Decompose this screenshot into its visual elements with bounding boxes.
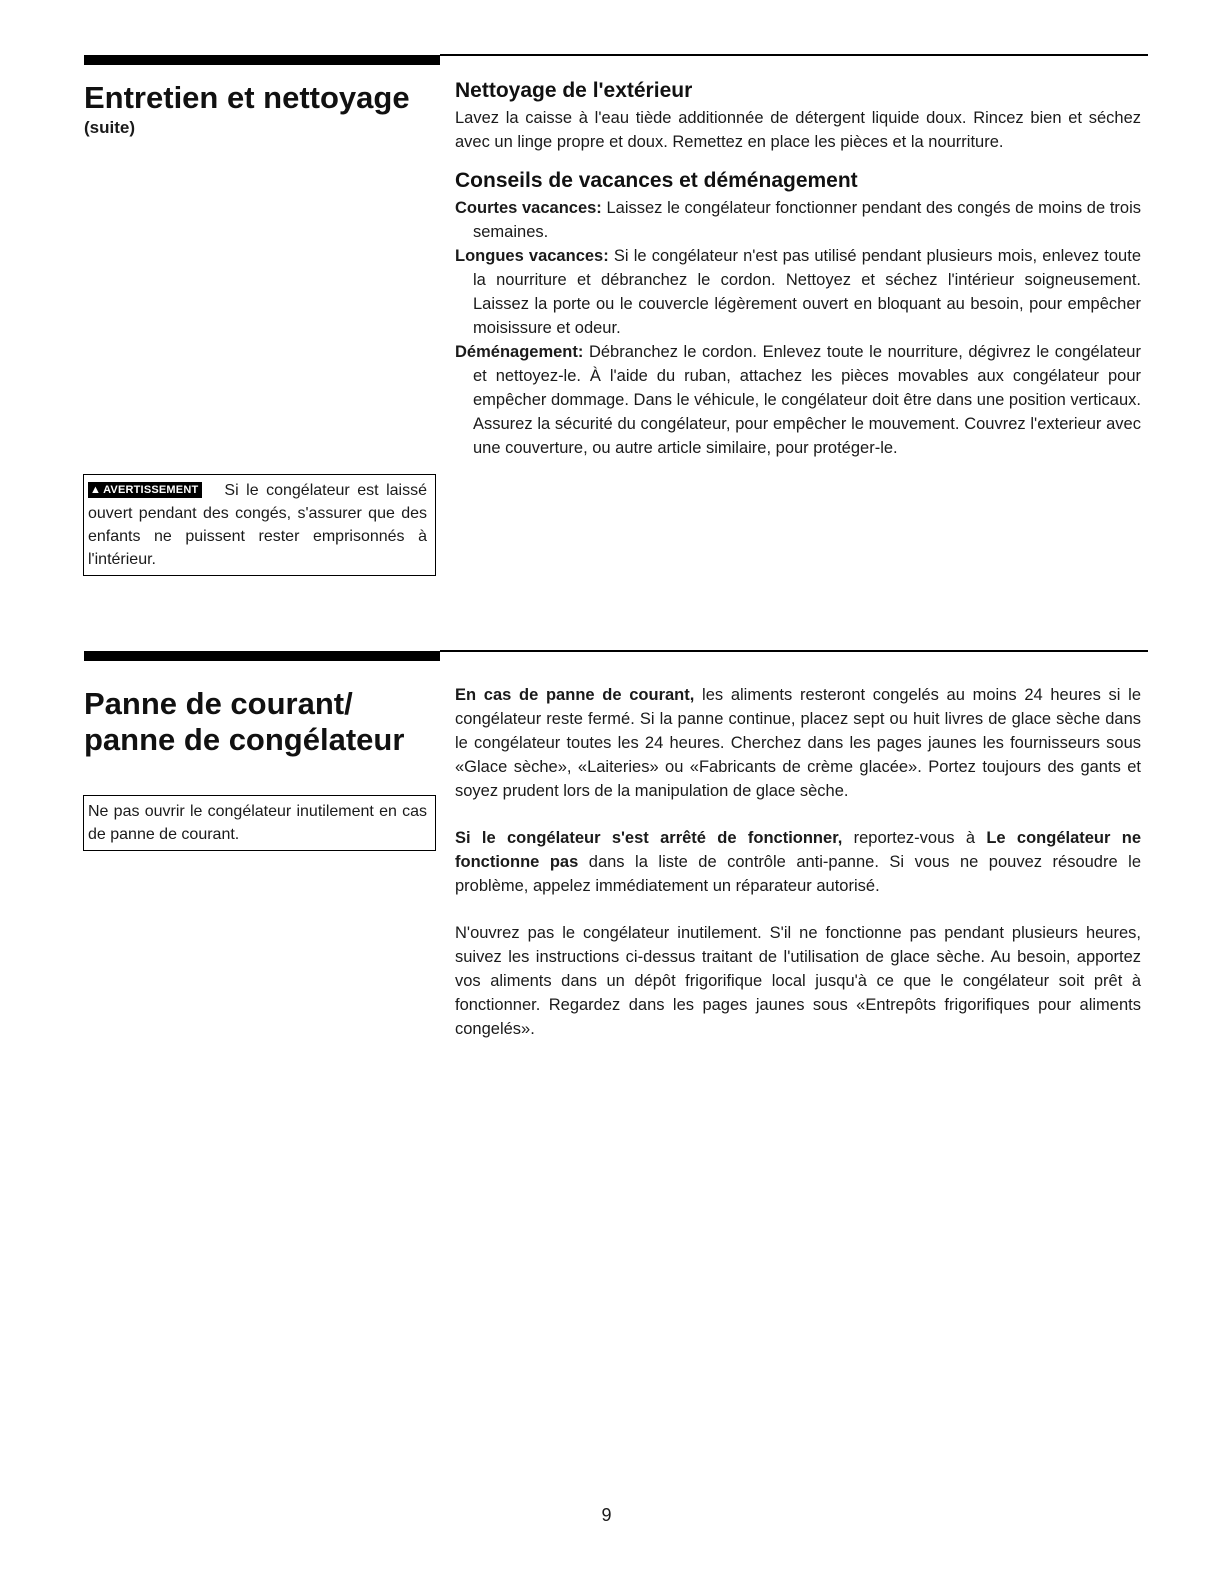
warning-badge: ▲ AVERTISSEMENT bbox=[88, 482, 202, 498]
heading-exterieur: Nettoyage de l'extérieur bbox=[455, 79, 693, 102]
warning-triangle-icon: ▲ bbox=[90, 484, 102, 496]
section-subtitle: (suite) bbox=[84, 118, 135, 137]
section-rule-thick-2 bbox=[84, 651, 440, 661]
section-rule-thin bbox=[440, 54, 1148, 56]
heading-vacances: Conseils de vacances et déménagement bbox=[455, 169, 858, 192]
item-demenagement: Déménagement: Débranchez le cordon. Enlevez toute le nourriture, dégivrez le congélateur et nettoyez-le. À l'aide du ruban, attachez les pièces movables aux congélateur pour empêcher dommage. Dans le véhicule, le congélateur doit être dans une position verticaux. Assurez la sécurité du congélateur, pour empêcher le mouvement. Couvrez l'exterieur avec une couverture, ou autre article similaire, pour protéger-le. bbox=[455, 343, 1141, 457]
page-number: 9 bbox=[601, 1505, 612, 1525]
section-rule-thick bbox=[84, 55, 440, 65]
section2-column bbox=[455, 683, 1141, 1041]
item-courtes-vacances: Courtes vacances: Laissez le congélateur fonctionner pendant des congés de moins de trois semaines. bbox=[455, 199, 1141, 241]
item-longues-vacances: Longues vacances: Si le congélateur n'est pas utilisé pendant plusieurs mois, enlevez toute la nourriture et débranchez le cordon. Nettoyez et séchez l'intérieur soigneusement. Laissez la porte ou le couvercle légèrement ouvert en bloquant au besoin, pour empêcher moisissure et odeur. bbox=[455, 247, 1141, 337]
section-title-entretien: Entretien et nettoyage bbox=[84, 80, 410, 115]
note-box: Ne pas ouvrir le congélateur inutilement en cas de panne de courant. bbox=[83, 795, 436, 851]
section-rule-thin-2 bbox=[440, 650, 1148, 652]
section-title-panne-1: Panne de courant/ bbox=[84, 686, 353, 721]
warning-box bbox=[83, 474, 436, 576]
text-exterieur: Lavez la caisse à l'eau tiède additionnée de détergent liquide doux. Rincez bien et séchez avec un linge propre et doux. Remettez en place les pièces et la nourriture. bbox=[455, 109, 1141, 151]
paragraph-ouvrez-pas: N'ouvrez pas le congélateur inutilement. S'il ne fonctionne pas pendant plusieurs heures, suivez les instructions ci-dessus traitant de l'utilisation de glace sèche. Au besoin, apportez vos aliments dans un dépôt frigorifique local jusqu'à ce que le congélateur soit prêt à fonctionner. Regardez dans les pages jaunes sous «Entrepôts frigorifiques pour aliments congelés». bbox=[455, 924, 1141, 1038]
paragraph-panne-courant: En cas de panne de courant, les aliments resteront congelés au moins 24 heures si le congélateur reste fermé. Si la panne continue, placez sept ou huit livres de glace sèche dans le congélateur toutes les 24 heures. Cherchez dans les pages jaunes les fournisseurs sous «Glace sèche», «Laiteries» ou «Fabricants de crème glacée». Portez toujours des gants et soyez prudent lors de la manipulation de glace sèche. bbox=[455, 686, 1141, 800]
section1-column bbox=[455, 78, 1141, 460]
warning-text: Si le congélateur est laissé ouvert pendant des congés, s'assurer que des enfants ne puissent rester emprisonnés à l'intérieur. bbox=[88, 482, 427, 568]
paragraph-arret: Si le congélateur s'est arrêté de fonctionner, reportez-vous à Le congélateur ne fonctionne pas dans la liste de contrôle anti-panne. Si vous ne pouvez résoudre le problème, appelez immédiatement un réparateur autorisé. bbox=[455, 829, 1142, 895]
section-title-panne-2: panne de congélateur bbox=[84, 722, 405, 757]
